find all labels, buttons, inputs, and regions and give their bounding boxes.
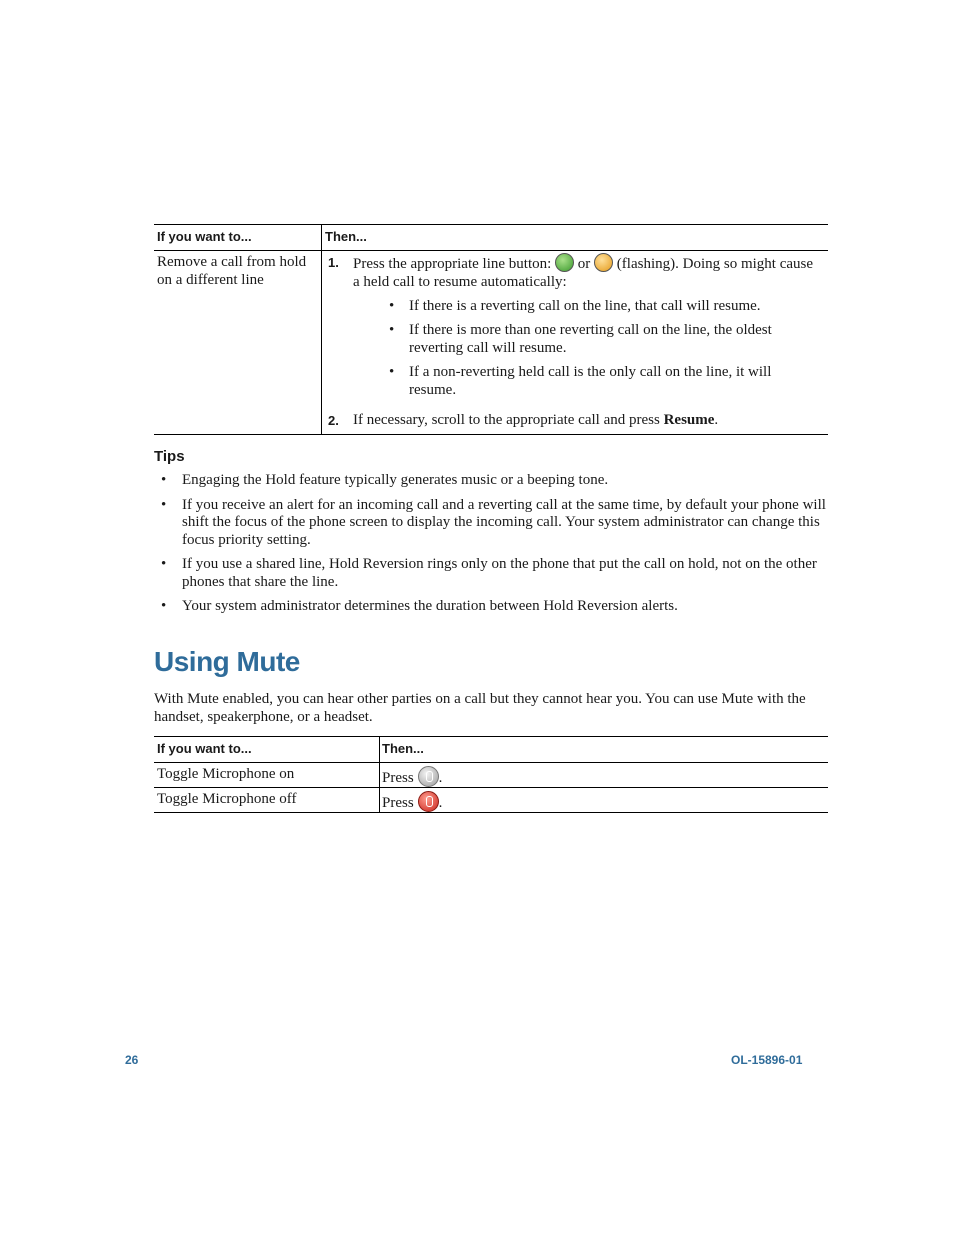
list-item: • If there is a reverting call on the line, that call will resume. <box>409 297 822 315</box>
green-line-button-icon <box>555 253 574 272</box>
tips-heading: Tips <box>154 448 185 465</box>
period-text: . <box>438 770 443 786</box>
list-item: • If you receive an alert for an incoming call and a reverting call at the same time, by default your phone will shift the focus of the phone screen to display the incoming call. Your system administrator can change this focus priority setting. <box>154 497 828 550</box>
step1-text-pre: Press the appropriate line button: <box>353 256 552 272</box>
mute-button-icon <box>418 766 439 787</box>
period-text: . <box>438 795 443 811</box>
col-header-then: Then... <box>382 741 424 756</box>
step1-text-post: (flashing). Doing so might cause a held call to resume automatically: <box>353 256 814 290</box>
list-item: • If you use a shared line, Hold Reversion rings only on the phone that put the call on hold, not on the other phones that share the line. <box>154 556 828 591</box>
row-steps <box>322 251 828 434</box>
step-1 <box>328 253 822 405</box>
step-2 <box>328 411 822 430</box>
row-action: Toggle Microphone off <box>154 788 380 812</box>
hold-table-header <box>154 225 828 251</box>
document-id: OL-15896-01 <box>731 1053 803 1067</box>
mute-table <box>154 736 828 813</box>
col-header-action: If you want to... <box>154 225 322 250</box>
step-number: 1. <box>328 255 339 270</box>
amber-line-button-icon <box>594 253 613 272</box>
step-number: 2. <box>328 413 339 428</box>
press-text: Press <box>382 770 414 786</box>
tips-list <box>154 472 828 623</box>
mute-active-button-icon <box>418 791 439 812</box>
list-item: • If there is more than one reverting call on the line, the oldest reverting call will resume. <box>409 321 822 357</box>
table-row <box>154 762 828 787</box>
list-item: • Your system administrator determines the duration between Hold Reversion alerts. <box>154 598 828 616</box>
row-then <box>380 763 828 787</box>
resume-softkey-label: Resume <box>663 412 715 428</box>
section-intro: With Mute enabled, you can hear other parties on a call but they cannot hear you. You can use Mute with the handset, speakerphone, or a headset. <box>154 691 806 725</box>
table-row <box>154 787 828 812</box>
list-item: • Engaging the Hold feature typically generates music or a beeping tone. <box>154 472 828 490</box>
section-title: Using Mute <box>154 646 300 677</box>
page-number: 26 <box>125 1053 139 1067</box>
list-item: • If a non-reverting held call is the only call on the line, it will resume. <box>409 363 822 399</box>
press-text: Press <box>382 795 414 811</box>
hold-table-row <box>154 251 828 434</box>
step1-text-or: or <box>577 256 591 272</box>
row-action: Remove a call from hold on a different line <box>154 251 322 434</box>
step2-text-post: . <box>714 412 719 428</box>
step2-text-pre: If necessary, scroll to the appropriate call and press <box>353 412 660 428</box>
mute-table-header <box>154 737 828 762</box>
hold-table <box>154 224 828 435</box>
row-then <box>380 788 828 812</box>
col-header-action: If you want to... <box>154 737 380 762</box>
row-action: Toggle Microphone on <box>154 763 380 787</box>
col-header-then: Then... <box>325 229 367 244</box>
step1-bullets <box>353 297 822 399</box>
